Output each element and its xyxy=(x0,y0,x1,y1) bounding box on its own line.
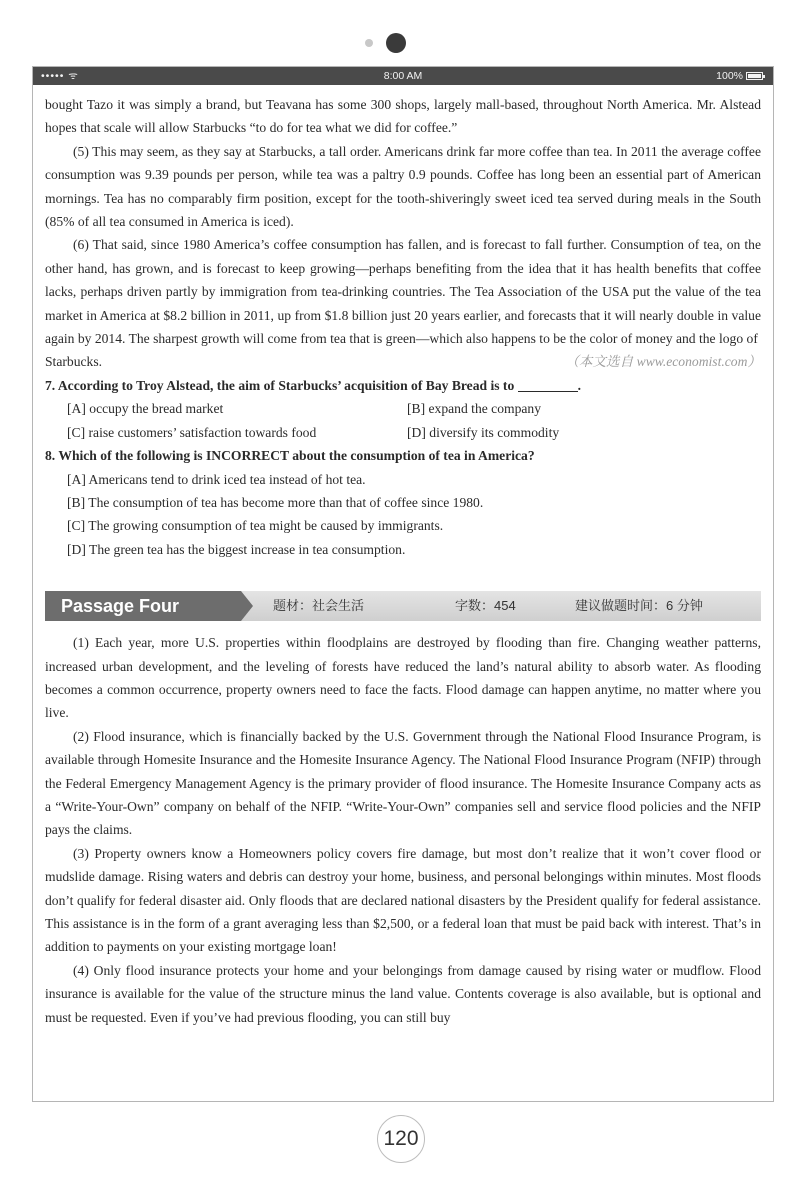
passage-title: Passage Four xyxy=(45,591,241,621)
q7-option-a[interactable]: [A] occupy the bread market xyxy=(67,401,224,417)
camera-lens xyxy=(386,33,406,53)
battery-indicator xyxy=(716,67,763,85)
passage3-paragraph-continued: bought Tazo it was simply a brand, but Teavana has some 300 shops, largely mall-based, throughout North America. Mr. Alstead hopes that scale will allow Starbucks “to do for tea what we did for coffee.” xyxy=(45,97,761,136)
passage-suggested-time: 建议做题时间：6 分钟 xyxy=(575,598,703,614)
q7-option-d[interactable]: [D] diversify its commodity xyxy=(407,424,560,440)
question-7-text: 7. According to Troy Alstead, the aim of Starbucks’ acquisition of Bay Bread is to xyxy=(45,377,515,393)
device-screen xyxy=(32,66,774,1102)
status-time: 8:00 AM xyxy=(383,70,423,82)
q7-option-b[interactable]: [B] expand the company xyxy=(407,401,542,417)
sensor-dot xyxy=(365,39,373,47)
passage3-paragraph-5: (5) This may seem, as they say at Starbucks, a tall order. Americans drink far more coffee than tea. In 2011 the average coffee consumption was 9.39 pounds per person, while tea was a paltry 0.9 pounds. Coffee has long been an essential part of American mornings. Tea has no comparably firm position, except for the tooth-shiveringly sweet iced tea served during meals in the South (85% of all tea consumed in America is iced). xyxy=(45,143,761,230)
passage-title-arrow xyxy=(241,591,253,621)
signal-icon: ••••• ᯤ xyxy=(41,70,79,82)
passage4-paragraph-3: (3) Property owners know a Homeowners policy covers fire damage, but most don’t realize that it won’t cover flood or mudslide damage. Rising waters and debris can destroy your home, business, and personal belongings within minutes. Most floods don’t qualify for federal disaster aid. Only floods that are declared national disasters by the President qualify for federal assistance. This assistance is in the form of a grant averaging less than $2,500, or a federal loan that must be paid back with interest. That’s in addition to payments on your existing mortgage loan! xyxy=(45,845,761,955)
question-7-options-row-1 xyxy=(45,397,761,420)
passage4-paragraph-1: (1) Each year, more U.S. properties within floodplains are destroyed by flooding than fire. Changing weather patterns, increased urban development, and the leveling of forests have reduced the land’s natural ability to absorb water. As flooding becomes a common occurrence, property owners need to face the facts. Flood damage can happen anytime, no matter where you live. xyxy=(45,635,761,721)
page-content xyxy=(33,85,773,1029)
passage4-paragraph-2: (2) Flood insurance, which is financially backed by the U.S. Government through the National Flood Insurance Program, is available through Homesite Insurance and the Homesite Insurance Agency. The National Flood Insurance Program (NFIP) through the Federal Emergency Management Agency is the primary provider of flood insurance. The Homesite Insurance Company acts as a “Write-Your-Own” company on behalf of the NFIP. “Write-Your-Own” companies sell and service flood policies and the NFIP pays the claims. xyxy=(45,728,761,838)
passage3-last-line xyxy=(45,350,761,373)
q8-option-d[interactable]: [D] The green tea has the biggest increase in tea consumption. xyxy=(67,541,406,557)
question-7-end: . xyxy=(577,377,582,393)
q7-option-c[interactable]: [C] raise customers’ satisfaction towards food xyxy=(67,424,317,440)
battery-icon xyxy=(746,72,763,80)
passage-word-count: 字数：454 xyxy=(455,598,516,614)
question-7-options-row-2 xyxy=(45,421,761,444)
status-bar xyxy=(33,67,773,85)
question-7-stem xyxy=(45,374,761,397)
page-number: 120 xyxy=(377,1115,425,1163)
q8-option-b[interactable]: [B] The consumption of tea has become more than that of coffee since 1980. xyxy=(67,494,484,510)
passage-topic: 题材：社会生活 xyxy=(273,598,365,614)
answer-blank xyxy=(518,377,578,392)
passage-header xyxy=(45,591,761,621)
source-citation: （本文选自 www.economist.com） xyxy=(565,354,761,370)
passage4-paragraph-4: (4) Only flood insurance protects your home and your belongings from damage caused by rising water or mudflow. Flood insurance is available for the value of the structure minus the land value. Contents coverage is also available, but is optional and must be requested. Even if you’ve had previous flooding, you can still buy xyxy=(45,962,761,1025)
q8-option-a[interactable]: [A] Americans tend to drink iced tea instead of hot tea. xyxy=(67,471,366,487)
q8-option-c[interactable]: [C] The growing consumption of tea might be caused by immigrants. xyxy=(67,518,444,534)
passage3-paragraph-6-end: Starbucks. xyxy=(45,354,103,370)
device-camera xyxy=(0,32,800,54)
battery-percent: 100% xyxy=(716,70,743,82)
question-8-stem: 8. Which of the following is INCORRECT about the consumption of tea in America? xyxy=(45,448,535,464)
passage3-paragraph-6: (6) That said, since 1980 America’s coffee consumption has fallen, and is forecast to fall further. Consumption of tea, on the other hand, has grown, and is forecast to keep growing—perhaps benefiting from the idea that it has health benefits that coffee lacks, perhaps driven partly by immigration from tea-drinking countries. The Tea Association of the USA put the value of the tea market in America at $8.2 billion in 2011, up from $1.8 billion just 20 years earlier, and forecasts that it will nearly double in value again by 2014. The sharpest growth will come from tea that is green—which also happens to be the color of money and the logo of xyxy=(45,237,761,347)
